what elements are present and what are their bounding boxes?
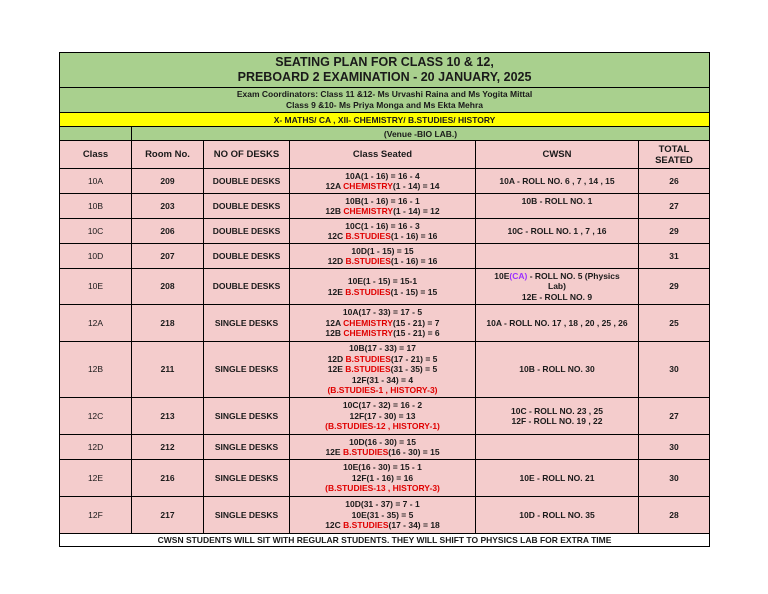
header-class-seated: Class Seated [290, 141, 476, 169]
header-room: Room No. [132, 141, 204, 169]
class-cell: 10A [60, 169, 132, 194]
total-cell: 30 [639, 460, 710, 497]
desks-cell: SINGLE DESKS [204, 435, 290, 460]
class-cell: 12E [60, 460, 132, 497]
cwsn-cell: 10E - ROLL NO. 21 [476, 460, 639, 497]
class-cell: 10E [60, 269, 132, 305]
seated-range: (16 - 30) = 15 [388, 447, 440, 457]
total-cell: 29 [639, 269, 710, 305]
venue-label: (Venue -BIO LAB.) [132, 127, 710, 141]
seated-line [292, 364, 473, 374]
seated-line: 10E(31 - 35) = 5 [351, 509, 414, 520]
seated-class: 12B [325, 328, 344, 339]
room-cell: 216 [132, 460, 204, 497]
table-row [60, 460, 710, 497]
cwsn-cell: 10A - ROLL NO. 6 , 7 , 14 , 15 [476, 169, 639, 194]
seated-range: (15 - 21) = 7 [392, 317, 440, 328]
seated-subject: CHEMISTRY [343, 206, 394, 216]
seated-subject: B.STUDIES [345, 256, 391, 266]
class-cell: 12A [60, 305, 132, 342]
class-seated-cell [290, 305, 476, 342]
seated-line [292, 354, 473, 364]
cwsn-cell [476, 398, 639, 435]
class-seated-cell [290, 269, 476, 305]
desks-cell: SINGLE DESKS [204, 342, 290, 398]
seated-line: 10C(1 - 16) = 16 - 3 [345, 220, 420, 231]
column-header-row [60, 141, 710, 169]
table-row [60, 435, 710, 460]
room-cell: 207 [132, 244, 204, 269]
class-seated-cell [290, 244, 476, 269]
seated-range: (1 - 14) = 12 [393, 206, 440, 216]
room-cell: 208 [132, 269, 204, 305]
seated-range: (17 - 21) = 5 [390, 353, 438, 364]
seated-class: 12C [325, 520, 344, 531]
seated-line [292, 181, 473, 191]
cwsn-cell: 10A - ROLL NO. 17 , 18 , 20 , 25 , 26 [476, 305, 639, 342]
room-cell: 213 [132, 398, 204, 435]
class-cell: 12C [60, 398, 132, 435]
class-seated-cell [290, 219, 476, 244]
table-row [60, 194, 710, 219]
seated-subject: CHEMISTRY [343, 181, 393, 191]
table-row [60, 497, 710, 534]
seated-range: (1 - 16) = 16 [390, 231, 438, 241]
desks-cell: DOUBLE DESKS [204, 244, 290, 269]
seated-line: 10B(17 - 33) = 17 [349, 343, 416, 354]
cwsn-cell [476, 435, 639, 460]
seated-subject-breakdown: (B.STUDIES-12 , HISTORY-1) [325, 421, 440, 432]
header-desks: NO OF DESKS [204, 141, 290, 169]
total-cell: 27 [639, 194, 710, 219]
room-cell: 212 [132, 435, 204, 460]
title-line-1: SEATING PLAN FOR CLASS 10 & 12, [275, 55, 494, 69]
seated-range: (1 - 16) = 16 [390, 256, 438, 266]
seated-subject: CHEMISTRY [343, 328, 394, 339]
seated-line: 10E(1 - 15) = 15-1 [347, 276, 418, 287]
seated-line: 10A(17 - 33) = 17 - 5 [342, 307, 423, 318]
page-title [60, 53, 710, 88]
cwsn-cell: 10C - ROLL NO. 1 , 7 , 16 [476, 219, 639, 244]
seated-line: 12F(1 - 16) = 16 [351, 472, 414, 483]
seated-line: 12F(17 - 30) = 13 [349, 410, 416, 421]
class-seated-cell [290, 435, 476, 460]
seated-line [292, 256, 473, 266]
total-cell: 29 [639, 219, 710, 244]
class-seated-cell [290, 398, 476, 435]
title-row [60, 53, 710, 88]
room-cell: 218 [132, 305, 204, 342]
seated-range: (1 - 15) = 15 [390, 286, 438, 297]
table-row [60, 342, 710, 398]
seated-class: 12D [327, 256, 346, 266]
seated-subject: B.STUDIES [345, 364, 391, 375]
seated-class: 12C [327, 231, 346, 241]
cwsn-cell: 10B - ROLL NO. 30 [476, 342, 639, 398]
seated-line: 10A(1 - 16) = 16 - 4 [345, 170, 420, 181]
room-cell: 217 [132, 497, 204, 534]
seated-line: 10D(31 - 37) = 7 - 1 [345, 499, 420, 510]
subjects-row [60, 113, 710, 127]
seated-line: 10E(16 - 30) = 15 - 1 [343, 462, 422, 473]
coordinators-line-2: Class 9 &10- Ms Priya Monga and Ms Ekta Mehra [286, 100, 484, 110]
room-cell: 206 [132, 219, 204, 244]
seated-range: (1 - 14) = 14 [392, 181, 440, 191]
footer-row [60, 534, 710, 547]
header-total-line-1: TOTAL [658, 143, 690, 155]
room-cell: 203 [132, 194, 204, 219]
table-row [60, 398, 710, 435]
cwsn-line [478, 271, 636, 281]
table-row [60, 305, 710, 342]
class-cell: 12B [60, 342, 132, 398]
room-cell: 211 [132, 342, 204, 398]
table-row [60, 219, 710, 244]
venue-row [60, 127, 710, 141]
seated-line: 10C(17 - 32) = 16 - 2 [342, 400, 423, 411]
cwsn-line: 12E - ROLL NO. 9 [521, 291, 593, 302]
desks-cell: SINGLE DESKS [204, 460, 290, 497]
seated-line: 10B(1 - 16) = 16 - 1 [345, 195, 420, 206]
exam-coordinators [60, 88, 710, 113]
seated-class: 12A [325, 181, 344, 191]
seated-line: 10D(1 - 15) = 15 [351, 245, 414, 256]
seated-range: (31 - 35) = 5 [390, 364, 438, 375]
desks-cell: DOUBLE DESKS [204, 194, 290, 219]
class-seated-cell [290, 194, 476, 219]
subjects-banner: X- MATHS/ CA , XII- CHEMISTRY/ B.STUDIES/ HISTORY [60, 113, 710, 127]
header-class: Class [60, 141, 132, 169]
cwsn-roll: - ROLL NO. 5 (Physics [527, 270, 620, 281]
seated-subject: B.STUDIES [343, 520, 389, 531]
cwsn-line: Lab) [548, 281, 566, 292]
cwsn-line: 10C - ROLL NO. 23 , 25 [511, 405, 603, 416]
seated-line: 12F(31 - 34) = 4 [351, 374, 414, 385]
seated-subject: B.STUDIES [345, 286, 391, 297]
header-total-seated [639, 141, 710, 169]
seated-range: (15 - 21) = 6 [393, 328, 440, 339]
cwsn-cell: 10B - ROLL NO. 1 [476, 194, 639, 219]
seated-subject: CHEMISTRY [343, 317, 393, 328]
cwsn-subject: (CA) [509, 270, 528, 281]
class-seated-cell [290, 169, 476, 194]
seated-subject: B.STUDIES [345, 353, 391, 364]
seated-class: 12E [325, 447, 343, 457]
seated-line: 10D(16 - 30) = 15 [349, 436, 416, 447]
seated-class: 12E [327, 364, 346, 375]
total-cell: 26 [639, 169, 710, 194]
seated-class: 12E [327, 286, 346, 297]
class-seated-cell [290, 342, 476, 398]
class-seated-cell [290, 497, 476, 534]
seated-line [292, 287, 473, 297]
seated-subject: B.STUDIES [345, 231, 391, 241]
class-cell: 10D [60, 244, 132, 269]
seated-subject-breakdown: (B.STUDIES-1 , HISTORY-3) [327, 385, 438, 396]
class-seated-cell [290, 460, 476, 497]
seated-line [292, 231, 473, 241]
desks-cell: DOUBLE DESKS [204, 169, 290, 194]
seated-line [292, 447, 473, 457]
header-total-line-2: SEATED [655, 154, 693, 166]
seated-subject: B.STUDIES [342, 447, 389, 457]
seating-plan-table [59, 52, 710, 547]
seated-subject-breakdown: (B.STUDIES-13 , HISTORY-3) [325, 483, 440, 494]
seated-line [292, 318, 473, 328]
total-cell: 27 [639, 398, 710, 435]
class-cell: 12F [60, 497, 132, 534]
room-cell: 209 [132, 169, 204, 194]
cwsn-line: 12F - ROLL NO. 19 , 22 [511, 416, 603, 426]
table-row [60, 169, 710, 194]
cwsn-cell [476, 244, 639, 269]
cwsn-cell: 10D - ROLL NO. 35 [476, 497, 639, 534]
venue-blank-cell [60, 127, 132, 141]
title-line-2: PREBOARD 2 EXAMINATION - 20 JANUARY, 2025 [237, 70, 532, 84]
desks-cell: DOUBLE DESKS [204, 269, 290, 305]
coordinators-row [60, 88, 710, 113]
table-row [60, 269, 710, 305]
header-cwsn: CWSN [476, 141, 639, 169]
class-cell: 10C [60, 219, 132, 244]
total-cell: 31 [639, 244, 710, 269]
cwsn-class: 10E [494, 270, 510, 281]
seated-class: 12A [325, 317, 344, 328]
seated-class: 12B [325, 206, 344, 216]
seated-range: (17 - 34) = 18 [388, 520, 440, 531]
total-cell: 25 [639, 305, 710, 342]
class-cell: 12D [60, 435, 132, 460]
table-row [60, 244, 710, 269]
total-cell: 30 [639, 342, 710, 398]
seated-line [292, 520, 473, 530]
desks-cell: SINGLE DESKS [204, 497, 290, 534]
total-cell: 28 [639, 497, 710, 534]
total-cell: 30 [639, 435, 710, 460]
seating-plan-sheet [59, 52, 709, 547]
desks-cell: DOUBLE DESKS [204, 219, 290, 244]
desks-cell: SINGLE DESKS [204, 398, 290, 435]
class-cell: 10B [60, 194, 132, 219]
desks-cell: SINGLE DESKS [204, 305, 290, 342]
seated-class: 12D [327, 353, 346, 364]
seated-line [292, 206, 473, 216]
seated-line [292, 328, 473, 338]
coordinators-line-1: Exam Coordinators: Class 11 &12- Ms Urvashi Raina and Ms Yogita Mittal [236, 89, 533, 99]
footer-note: CWSN STUDENTS WILL SIT WITH REGULAR STUDENTS. THEY WILL SHIFT TO PHYSICS LAB FOR EXTRA TIME [60, 534, 710, 547]
cwsn-cell [476, 269, 639, 305]
